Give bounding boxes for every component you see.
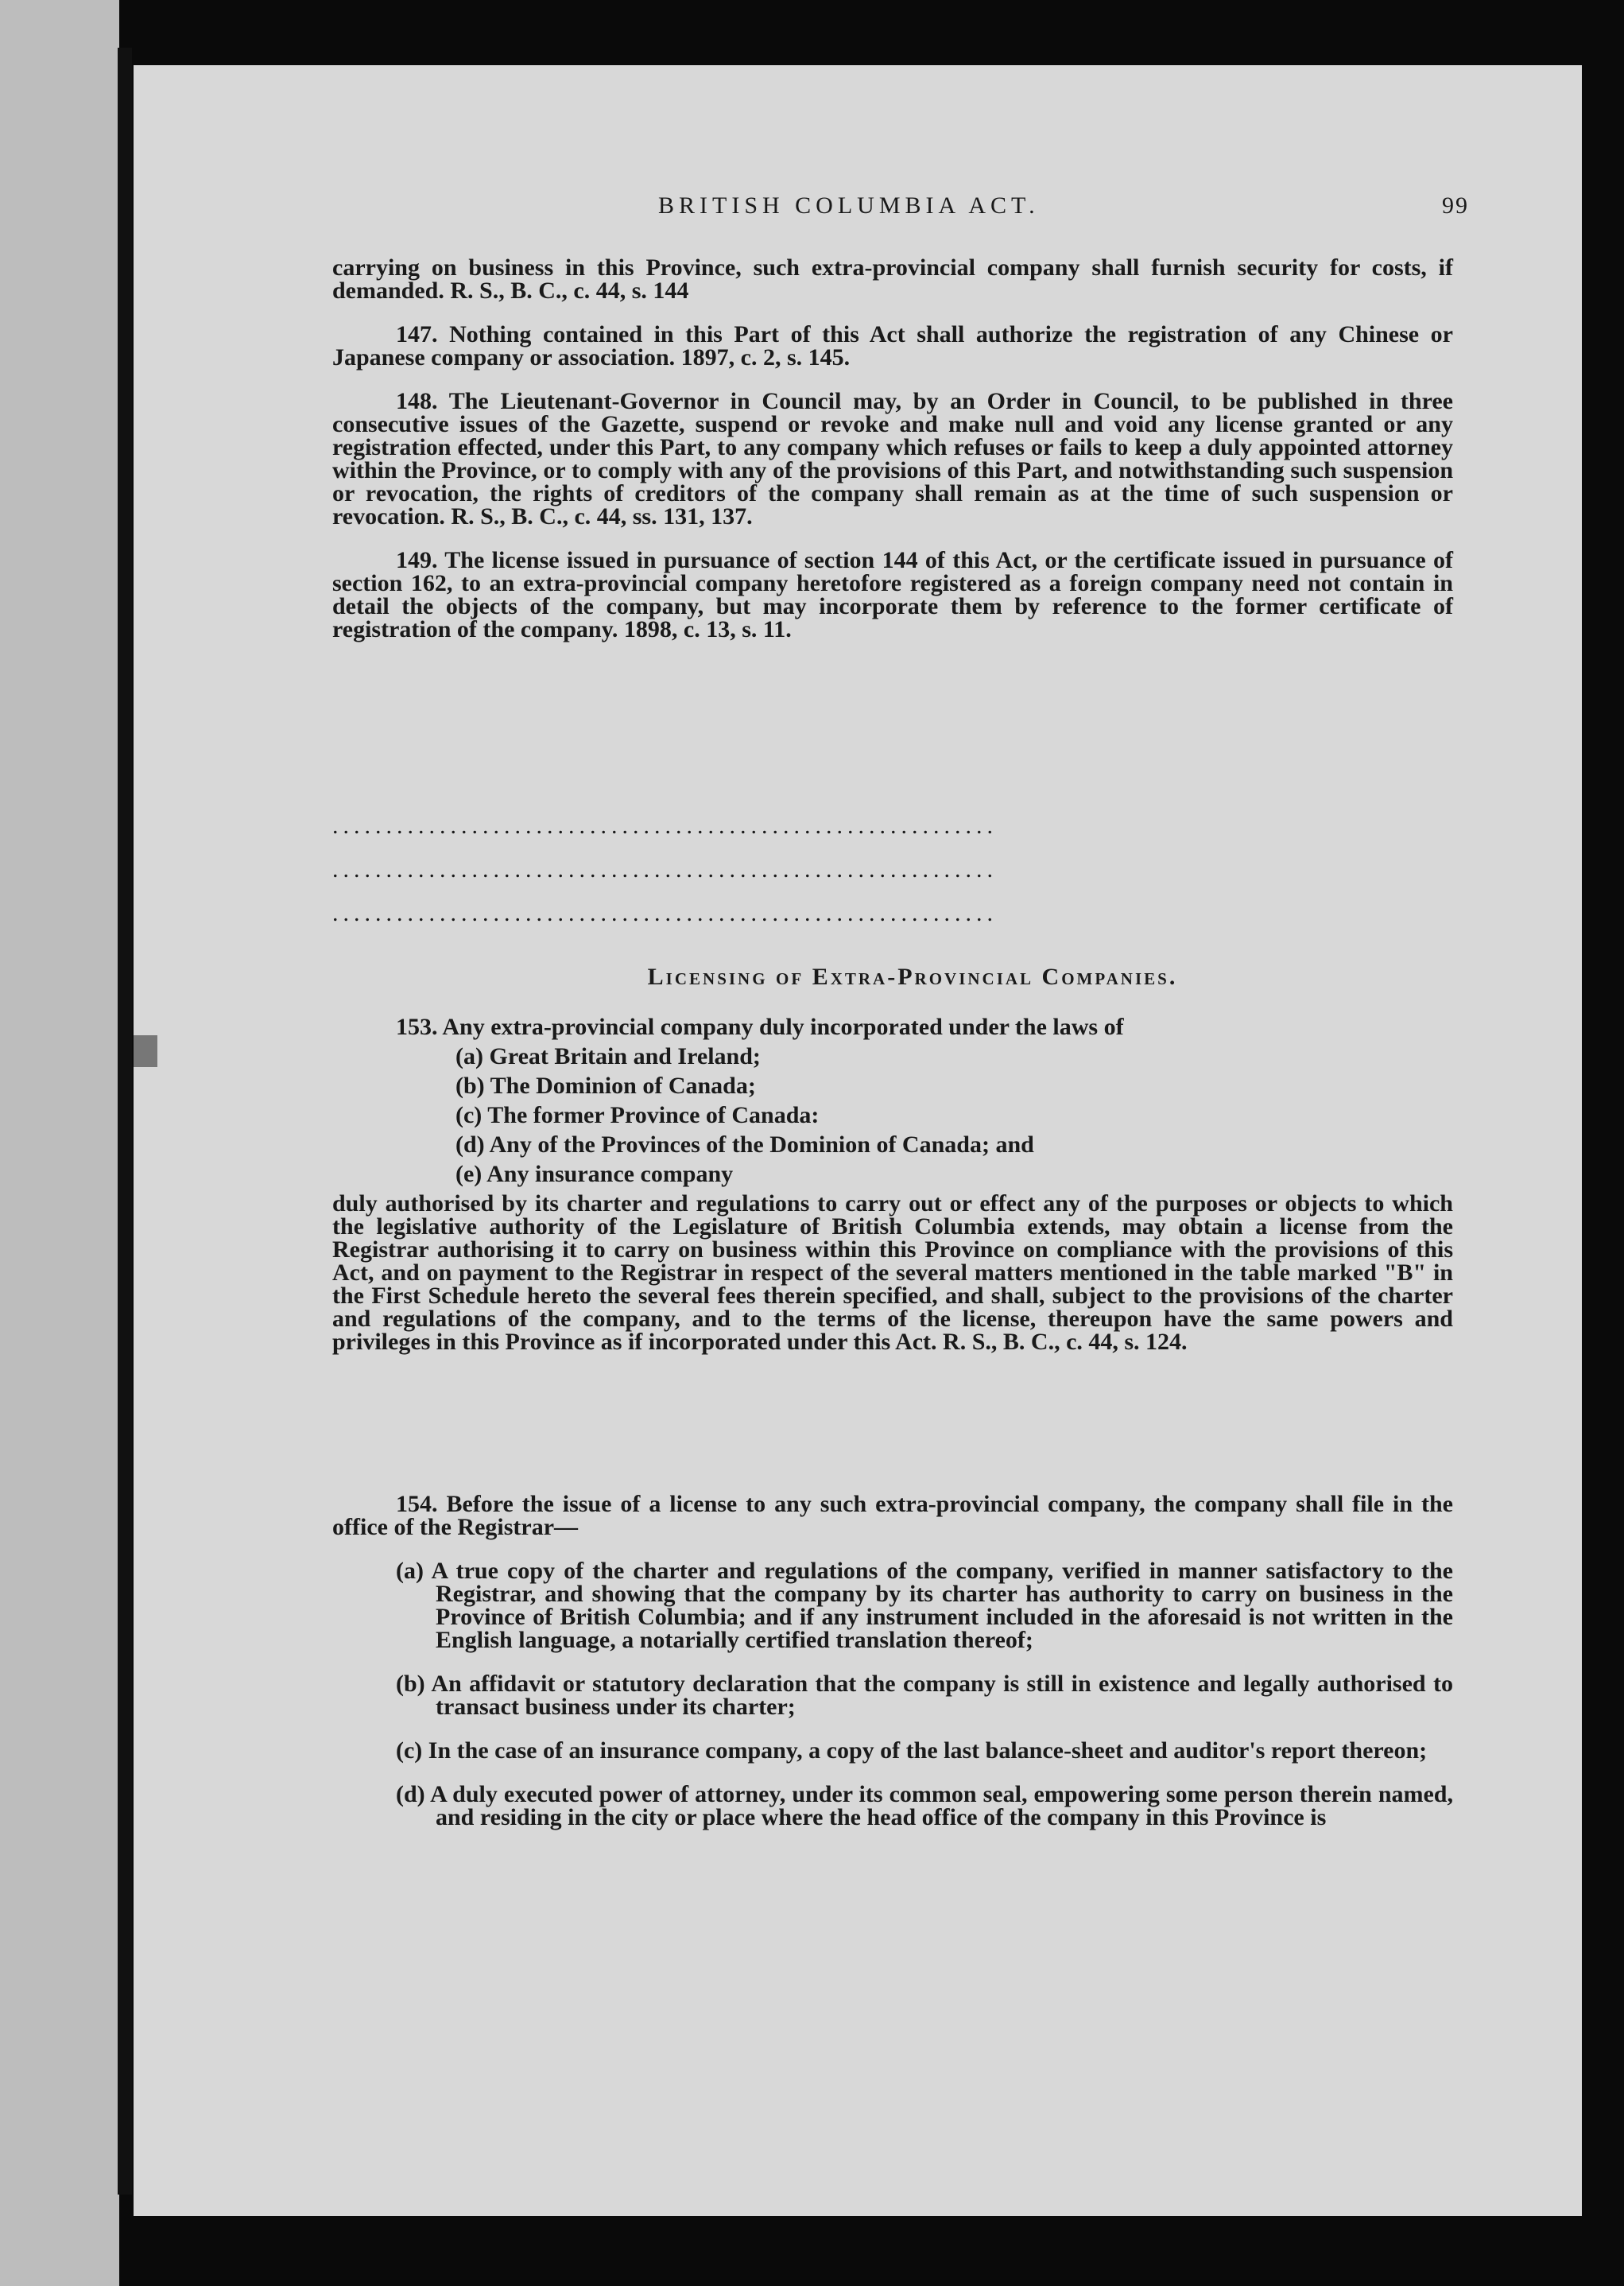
section-149: 149. The license issued in pursuance of section 144 of this Act, or the certificate issued in pursuance of section 162, to an extra-provincial company heretofore registered as a foreign company need not contain in detail the objects of the company, but may incorporate them by reference to the former certificate of registration of the company. 1898, c. 13, s. 11.: [332, 547, 1453, 642]
section-154: [332, 1492, 1453, 1849]
list-item: (d) A duly executed power of attorney, under its common seal, empowering some person therein named, and residing in the city or place where the head office of the company in this Province is: [396, 1781, 1453, 1830]
adjacent-page-edge: [0, 0, 119, 2286]
page-header: [658, 192, 1469, 219]
section-153-list: [332, 1045, 1453, 1186]
scanned-page: [134, 65, 1582, 2216]
list-item: (c) The former Province of Canada:: [455, 1102, 820, 1128]
list-item: (a) A true copy of the charter and regulations of the company, verified in manner satisfactory to the Registrar, and showing that the company by its charter has authority to carry on business in the Province of British Columbia; and if any instrument included in the aforesaid is not written in the English language, a notarially certified translation thereof;: [396, 1558, 1453, 1653]
omission-dots-1: ..............................................................: [332, 813, 998, 839]
omission-dots-3: ..............................................................: [332, 900, 998, 926]
page-binding-shadow: [118, 48, 132, 2195]
section-148: 148. The Lieutenant-Governor in Council may, by an Order in Council, to be published in three consecutive issues of the Gazette, suspend or revoke and make null and void any license granted or any registration effected, under this Part, to any company which refuses or fails to keep a duly appointed attorney within the Province, or to comply with any of the provisions of this Part, and notwithstanding such suspension or revocation, the rights of creditors of the company shall remain as at the time of such suspension or revocation. R. S., B. C., c. 44, ss. 131, 137.: [332, 388, 1453, 530]
section-154-intro: 154. Before the issue of a license to any such extra-provincial company, the company shall file in the office of the Registrar—: [332, 1491, 1453, 1540]
page-number: 99: [1442, 192, 1469, 219]
section-147: 147. Nothing contained in this Part of this Act shall authorize the registration of any Chinese or Japanese company or association. 1897, c. 2, s. 145.: [332, 321, 1453, 371]
list-item: (e) Any insurance company: [455, 1161, 734, 1187]
list-item: (d) Any of the Provinces of the Dominion of Canada; and: [455, 1131, 1034, 1158]
margin-smudge: [134, 1035, 157, 1067]
section-153-body: duly authorised by its charter and regulations to carry out or effect any of the purposes or objects to which the legislative authority of the Legislature of British Columbia extends, may obtain a license from the Registrar authorising it to carry on business within this Province on compliance with the provisions of this Act, and on payment to the Registrar in respect of the several matters mentioned in the table marked "B" in the First Schedule hereto the several fees therein specified, and shall, subject to the provisions of the charter and regulations of the company, and to the terms of the license, thereupon have the same powers and privileges in this Province as if incorporated under this Act. R. S., B. C., c. 44, s. 124.: [332, 1190, 1453, 1355]
running-title: BRITISH COLUMBIA ACT.: [658, 192, 1040, 219]
section-heading-text: Licensing of Extra-Provincial Companies.: [647, 964, 1178, 990]
upper-text-block: [332, 256, 1453, 662]
list-item: (b) An affidavit or statutory declaration that the company is still in existence and legally authorised to transact business under its charter;: [396, 1671, 1453, 1720]
list-item: (a) Great Britain and Ireland;: [455, 1043, 761, 1069]
section-153-intro: 153. Any extra-provincial company duly incorporated under the laws of: [396, 1014, 1124, 1040]
list-item: (b) The Dominion of Canada;: [455, 1073, 756, 1099]
section-heading: [515, 964, 1310, 991]
omission-dots-2: ..............................................................: [332, 856, 998, 883]
section-153: [332, 1015, 1453, 1374]
section-146-tail: carrying on business in this Province, such extra-provincial company shall furnish security for costs, if demanded. R. S., B. C., c. 44, s. 144: [332, 254, 1453, 304]
list-item: (c) In the case of an insurance company, a copy of the last balance-sheet and auditor's report thereon;: [396, 1737, 1428, 1764]
